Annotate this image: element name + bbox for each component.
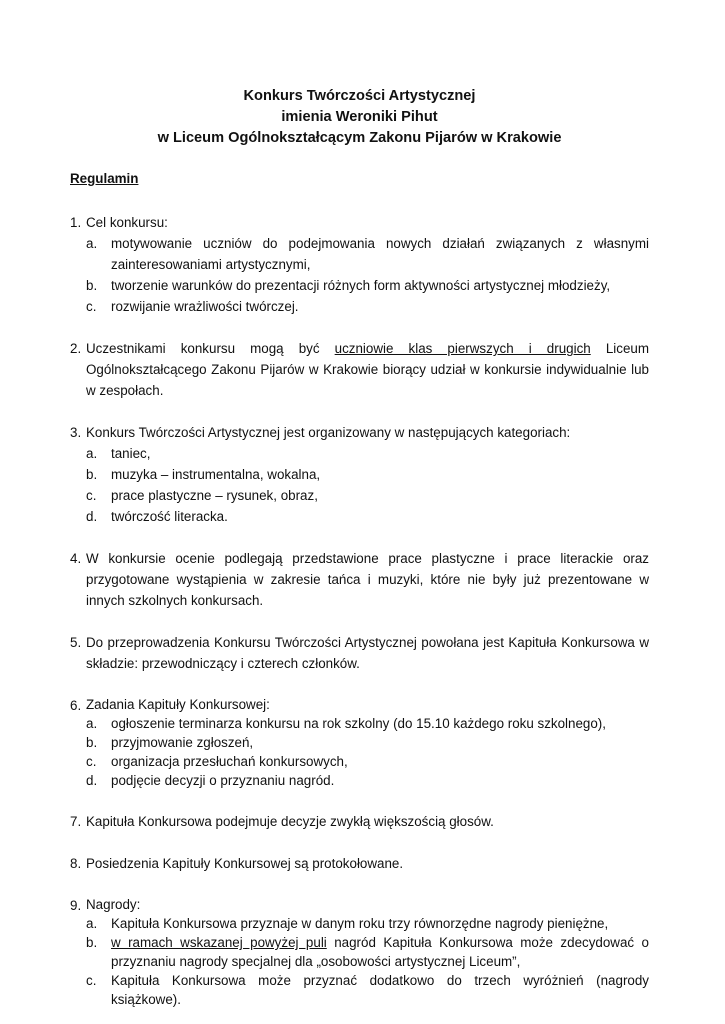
sub-letter: c. xyxy=(86,973,97,988)
title-line-1: Konkurs Twórczości Artystycznej xyxy=(243,88,476,104)
sub-letter: c. xyxy=(86,488,97,503)
sub-text: Kapituła Konkursowa może przyznać dodatkowo do trzech wyróżnień (nagrody książkowe). xyxy=(111,973,649,1007)
sub-text: przyjmowanie zgłoszeń, xyxy=(111,735,254,750)
sub-text: rozwijanie wrażliwości twórczej. xyxy=(111,299,299,314)
sub-item xyxy=(86,443,649,464)
rule-6 xyxy=(70,695,649,790)
rule-text: W konkursie ocenie podlegają przedstawione prace plastyczne i prace literackie oraz przygotowane wystąpienia w zakresie tańca i muzyki, które nie były już prezentowane w innych szkolnych konkursach. xyxy=(86,551,649,608)
sub-item xyxy=(86,752,649,771)
sub-item xyxy=(86,933,649,971)
sub-letter: a. xyxy=(86,916,98,931)
sub-item xyxy=(86,233,649,275)
sub-letter: d. xyxy=(86,773,98,788)
sub-text: ogłoszenie terminarza konkursu na rok szkolny (do 15.10 każdego roku szkolnego), xyxy=(111,716,606,731)
sub-item xyxy=(86,464,649,485)
sub-item xyxy=(86,275,649,296)
sub-letter: c. xyxy=(86,299,97,314)
rule-number: 5. xyxy=(70,635,82,650)
rule-text: Posiedzenia Kapituły Konkursowej są protokołowane. xyxy=(86,856,404,871)
sub-text: prace plastyczne – rysunek, obraz, xyxy=(111,488,318,503)
sub-text: muzyka – instrumentalna, wokalna, xyxy=(111,467,321,482)
rule-text-part: Uczestnikami konkursu mogą być xyxy=(86,341,335,356)
rule-number: 6. xyxy=(70,698,82,713)
rule-text: Zadania Kapituły Konkursowej: xyxy=(86,697,270,712)
rule-text: Cel konkursu: xyxy=(86,215,168,230)
sub-item xyxy=(86,771,649,790)
rule-number: 9. xyxy=(70,898,82,913)
sub-item xyxy=(86,485,649,506)
rule-1 xyxy=(70,212,649,317)
rule-text-part: Liceum Ogólnokształcącego Zakonu Pijarów w Krakowie biorący udział w konkursie indywidualnie lub w zespołach. xyxy=(86,341,649,398)
sub-text: tworzenie warunków do prezentacji różnych form aktywności artystycznej młodzieży, xyxy=(111,278,611,293)
rule-8 xyxy=(70,853,649,874)
sub-letter: a. xyxy=(86,716,98,731)
section-heading: Regulamin xyxy=(70,171,139,186)
sub-letter: b. xyxy=(86,935,98,950)
rule-2 xyxy=(70,338,649,401)
sub-item xyxy=(86,733,649,752)
sub-letter: b. xyxy=(86,467,98,482)
sub-letter: c. xyxy=(86,754,97,769)
rule-number: 7. xyxy=(70,814,82,829)
rule-3 xyxy=(70,422,649,527)
sub-text: taniec, xyxy=(111,446,151,461)
sub-text: nagród Kapituła Konkursowa może zdecydować o przyznaniu nagrody specjalnej dla „osobowości artystycznej Liceum”, xyxy=(111,935,649,969)
sub-letter: a. xyxy=(86,446,98,461)
underlined-text: w ramach wskazanej powyżej puli xyxy=(111,935,327,950)
rule-number: 3. xyxy=(70,425,82,440)
rule-4 xyxy=(70,548,649,611)
sub-item xyxy=(86,914,649,933)
sub-list xyxy=(86,233,649,317)
sub-item xyxy=(86,971,649,1009)
rule-text: Kapituła Konkursowa podejmuje decyzje zwykłą większością głosów. xyxy=(86,814,494,829)
title-line-3: w Liceum Ogólnokształcącym Zakonu Pijarów w Krakowie xyxy=(157,130,562,146)
title-line-2: imienia Weroniki Pihut xyxy=(281,109,438,125)
sub-text: podjęcie decyzji o przyznaniu nagród. xyxy=(111,773,335,788)
rule-number: 2. xyxy=(70,341,82,356)
rule-5 xyxy=(70,632,649,674)
rule-text: Do przeprowadzenia Konkursu Twórczości Artystycznej powołana jest Kapituła Konkursowa w składzie: przewodniczący i czterech członków. xyxy=(86,635,649,671)
sub-text: twórczość literacka. xyxy=(111,509,228,524)
sub-text: Kapituła Konkursowa przyznaje w danym roku trzy równorzędne nagrody pieniężne, xyxy=(111,916,609,931)
sub-item xyxy=(86,506,649,527)
rule-9 xyxy=(70,895,649,1009)
rule-number: 8. xyxy=(70,856,82,871)
sub-letter: a. xyxy=(86,236,98,251)
rule-number: 4. xyxy=(70,551,82,566)
sub-letter: d. xyxy=(86,509,98,524)
rule-text: Nagrody: xyxy=(86,897,141,912)
underlined-text: uczniowie klas pierwszych i drugich xyxy=(334,341,591,356)
rule-text: Konkurs Twórczości Artystycznej jest organizowany w następujących kategoriach: xyxy=(86,425,571,440)
rule-number: 1. xyxy=(70,215,82,230)
sub-list xyxy=(86,714,649,790)
sub-text: motywowanie uczniów do podejmowania nowych działań związanych z własnymi zainteresowaniami artystycznymi, xyxy=(111,236,649,272)
sub-item xyxy=(86,714,649,733)
document-title xyxy=(70,86,649,149)
sub-item xyxy=(86,296,649,317)
rule-7 xyxy=(70,811,649,832)
rule-text xyxy=(86,338,649,401)
sub-letter: b. xyxy=(86,278,98,293)
sub-list xyxy=(86,914,649,1009)
rules-list xyxy=(70,212,649,1009)
sub-text: organizacja przesłuchań konkursowych, xyxy=(111,754,348,769)
sub-list xyxy=(86,443,649,527)
sub-letter: b. xyxy=(86,735,98,750)
